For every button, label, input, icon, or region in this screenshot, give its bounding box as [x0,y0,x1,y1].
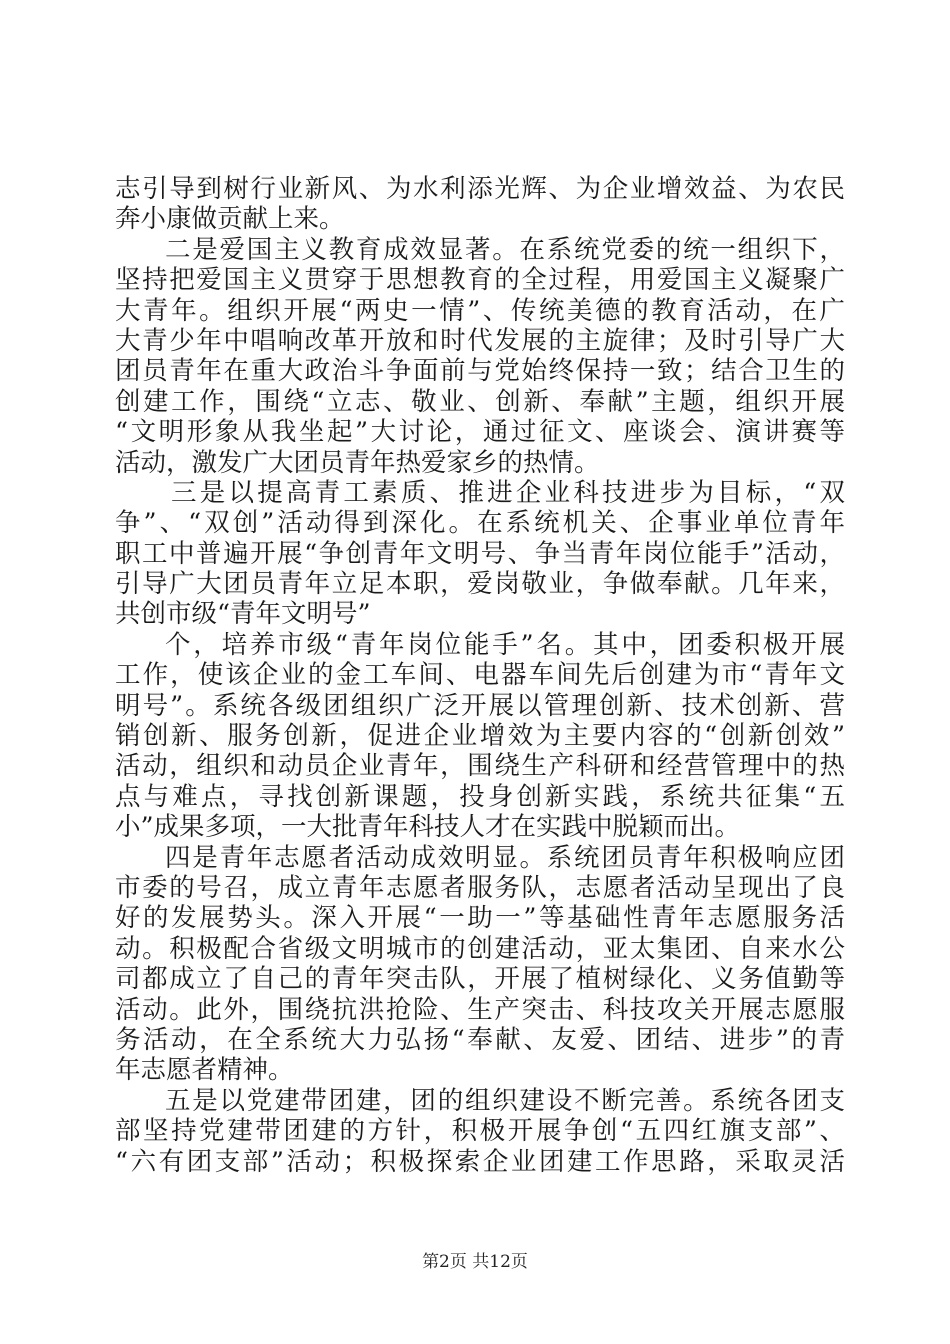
text-line: 活动，激发广大团员青年热爱家乡的热情。 [115,447,600,478]
text-line: 坚持把爱国主义贯穿于思想教育的全过程，用爱国主义凝聚广 [115,265,845,296]
text-line: 活动，组织和动员企业青年，围绕生产科研和经营管理中的热 [115,751,845,782]
text-line: 工作，使该企业的金工车间、电器车间先后创建为市“青年文 [115,660,845,691]
text-line: 年志愿者精神。 [115,1055,294,1086]
text-line: 三是以提高青工素质、推进企业科技进步为目标，“双 [171,477,845,508]
text-line: 职工中普遍开展“争创青年文明号、争当青年岗位能手”活动， [115,538,845,569]
text-line: 部坚持党建带团建的方针，积极开展争创“五四红旗支部”、 [115,1116,845,1147]
text-line: 四是青年志愿者活动成效明显。系统团员青年积极响应团 [165,842,845,873]
text-line: 活动。此外，围绕抗洪抢险、生产突击、科技攻关开展志愿服 [115,994,845,1025]
text-line: 团员青年在重大政治斗争面前与党始终保持一致；结合卫生的 [115,356,845,387]
text-line: 市委的号召，成立青年志愿者服务队，志愿者活动呈现出了良 [115,872,845,903]
page-footer: 第2页 共12页 [422,1252,528,1272]
text-line: 引导广大团员青年立足本职，爱岗敬业，争做奉献。几年来， [115,569,845,600]
text-line: 销创新、服务创新，促进企业增效为主要内容的“创新创效” [115,721,845,752]
text-line: 创建工作，围绕“立志、敬业、创新、奉献”主题，组织开展 [115,386,845,417]
text-line: 二是爱国主义教育成效显著。在系统党委的统一组织下， [165,234,845,265]
text-line: 共创市级“青年文明号” [115,599,371,630]
text-line: 务活动，在全系统大力弘扬“奉献、友爱、团结、进步”的青 [115,1024,845,1055]
document-body [115,174,845,1177]
text-line: 五是以党建带团建，团的组织建设不断完善。系统各团支 [165,1085,845,1116]
text-line: 争”、“双创”活动得到深化。在系统机关、企事业单位青年 [115,508,845,539]
text-line: 点与难点，寻找创新课题，投身创新实践，系统共征集“五 [115,781,845,812]
text-line: 大青少年中唱响改革开放和时代发展的主旋律；及时引导广大 [115,325,845,356]
text-line: 志引导到树行业新风、为水利添光辉、为企业增效益、为农民 [115,174,845,204]
text-line: 奔小康做贡献上来。 [115,204,345,235]
text-line: 司都成立了自己的青年突击队，开展了植树绿化、义务值勤等 [115,964,845,995]
text-line: 明号”。系统各级团组织广泛开展以管理创新、技术创新、营 [115,690,845,721]
text-line: 大青年。组织开展“两史一情”、传统美德的教育活动，在广 [115,295,845,326]
text-line: 小”成果多项，一大批青年科技人才在实践中脱颖而出。 [115,812,741,843]
text-line: 个，培养市级“青年岗位能手”名。其中，团委积极开展 [165,629,845,660]
text-line: “六有团支部”活动；积极探索企业团建工作思路，采取灵活 [115,1146,845,1177]
text-line: “文明形象从我坐起”大讨论，通过征文、座谈会、演讲赛等 [115,417,845,448]
text-line: 好的发展势头。深入开展“一助一”等基础性青年志愿服务活 [115,903,845,934]
text-line: 动。积极配合省级文明城市的创建活动，亚太集团、自来水公 [115,933,845,964]
